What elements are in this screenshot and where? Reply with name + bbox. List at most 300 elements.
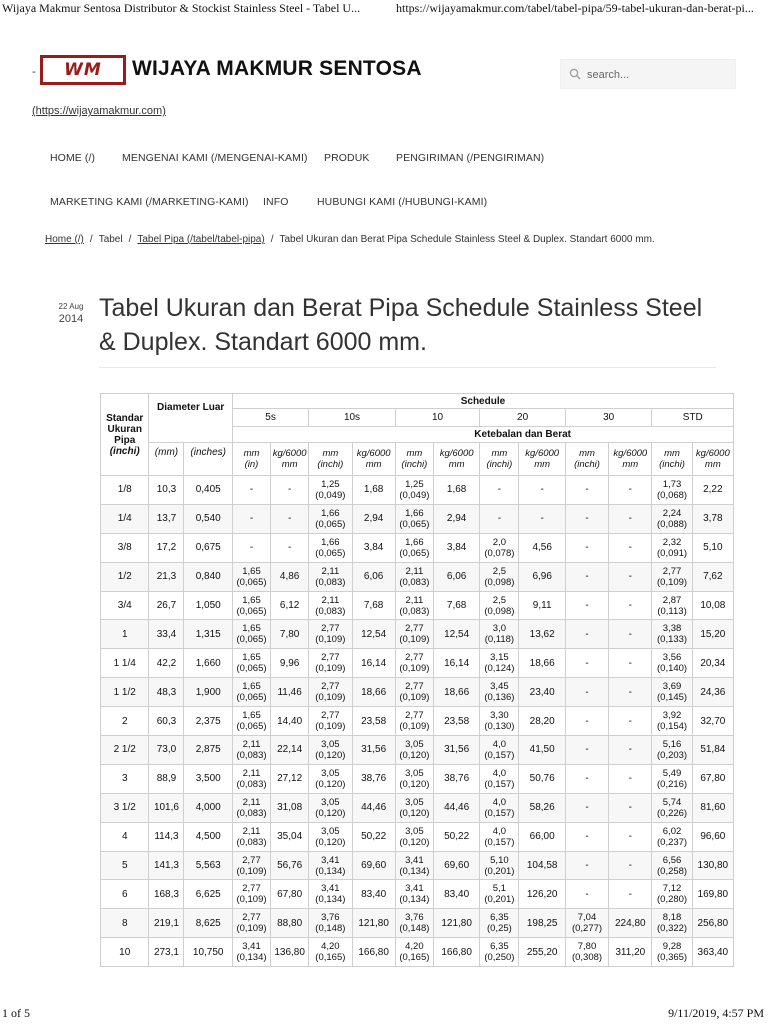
cell-value-mm: 5,74	[662, 796, 682, 808]
header-unit-thickness	[395, 443, 433, 476]
nav-item-marketing-kami[interactable]: MARKETING KAMI (/MARKETING-KAMI)	[50, 196, 249, 208]
cell-value-in: (0,065)	[315, 518, 346, 530]
table-cell	[652, 649, 692, 678]
table-cell	[395, 880, 433, 909]
header-unit-thickness	[565, 443, 608, 476]
table-cell: 31,56	[433, 736, 479, 765]
table-cell: 38,76	[433, 764, 479, 793]
table-cell: -	[565, 678, 608, 707]
table-cell: -	[565, 476, 608, 505]
cell-value-mm: 1,65	[242, 565, 261, 577]
table-cell: 2,94	[433, 504, 479, 533]
cell-value-in: (0,203)	[657, 749, 688, 761]
table-cell	[309, 678, 352, 707]
table-cell: 58,26	[519, 793, 565, 822]
table-cell	[652, 764, 692, 793]
cell-value-mm: 3,0	[492, 623, 506, 635]
table-cell: 2,375	[184, 707, 232, 736]
table-cell	[395, 562, 433, 591]
table-cell: -	[232, 504, 270, 533]
breadcrumb-tabel: Tabel	[98, 234, 123, 245]
table-cell	[309, 938, 352, 967]
breadcrumb-separator: /	[89, 234, 93, 245]
table-cell: 2 1/2	[101, 736, 149, 765]
table-cell: -	[565, 591, 608, 620]
unit-line: mm	[322, 448, 339, 459]
table-row	[101, 736, 734, 765]
cell-value-in: (0,140)	[657, 663, 688, 675]
table-cell: 104,58	[519, 851, 565, 880]
cell-value-in: (0,083)	[236, 749, 267, 761]
cell-value-mm: 1,73	[662, 478, 682, 490]
cell-value-in: (0,308)	[571, 952, 603, 964]
cell-value-mm: 2,11	[242, 767, 261, 779]
cell-value-mm: 2,77	[662, 565, 682, 577]
schedule-10s: 10s	[309, 409, 396, 427]
table-cell: -	[609, 880, 652, 909]
table-cell: 14,40	[271, 707, 309, 736]
table-cell: 0,675	[184, 533, 232, 562]
table-cell: 83,40	[433, 880, 479, 909]
cell-value-mm: 2,11	[242, 825, 261, 837]
cell-value-in: (0,280)	[657, 894, 688, 906]
table-cell: -	[480, 476, 519, 505]
table-cell	[652, 533, 692, 562]
cell-value-in: (0,134)	[315, 865, 346, 877]
unit-line: mm	[704, 459, 721, 470]
unit-line: (inchi)	[486, 459, 513, 470]
table-cell	[309, 880, 352, 909]
table-cell: 2,875	[184, 736, 232, 765]
table-cell: 5,563	[184, 851, 232, 880]
table-cell: 24,36	[692, 678, 733, 707]
logo-icon[interactable]	[40, 55, 126, 85]
cell-value-mm: 1,66	[405, 536, 424, 548]
table-cell: 2,22	[692, 476, 733, 505]
table-cell: 9,11	[519, 591, 565, 620]
cell-value-mm: 6,56	[662, 854, 682, 866]
cell-value-mm: 8,18	[662, 912, 682, 924]
breadcrumb	[45, 234, 655, 245]
table-cell: 255,20	[519, 938, 565, 967]
unit-line: mm	[365, 459, 382, 470]
search-box[interactable]	[560, 59, 736, 89]
cell-value-in: (0,216)	[657, 778, 688, 790]
cell-value-mm: 2,11	[405, 565, 424, 577]
table-row	[101, 938, 734, 967]
table-cell: 23,58	[433, 707, 479, 736]
table-cell: -	[609, 736, 652, 765]
table-cell	[480, 909, 519, 938]
table-cell	[395, 533, 433, 562]
cell-value-mm: 5,1	[492, 883, 506, 895]
cell-value-mm: 2,77	[321, 652, 340, 664]
cell-value-in: (0,098)	[484, 605, 515, 617]
header-unit-weight	[609, 443, 652, 476]
table-cell: 5,10	[692, 533, 733, 562]
cell-value-in: (0,120)	[315, 749, 346, 761]
table-cell	[480, 851, 519, 880]
table-cell	[309, 533, 352, 562]
table-cell: 18,66	[352, 678, 395, 707]
cell-value-mm: 9,28	[662, 941, 682, 953]
cell-value-in: (0,109)	[236, 923, 267, 935]
table-cell	[395, 938, 433, 967]
header-unit-weight	[433, 443, 479, 476]
table-cell: 50,22	[352, 822, 395, 851]
cell-value-mm: 3,76	[321, 912, 340, 924]
table-cell	[309, 504, 352, 533]
table-cell: -	[565, 822, 608, 851]
table-cell: 12,54	[352, 620, 395, 649]
cell-value-mm: 5,49	[662, 767, 682, 779]
table-cell: 3/8	[101, 533, 149, 562]
cell-value-mm: 1,65	[242, 623, 261, 635]
cell-value-in: (0,049)	[399, 489, 430, 501]
table-cell: 4,500	[184, 822, 232, 851]
cell-value-mm: 2,11	[242, 796, 261, 808]
table-cell	[232, 764, 270, 793]
table-cell	[480, 764, 519, 793]
table-cell: 1/4	[101, 504, 149, 533]
nav-item-mengenai-kami[interactable]: MENGENAI KAMI (/MENGENAI-KAMI)	[122, 152, 308, 164]
header-unit-weight	[692, 443, 733, 476]
table-cell	[232, 851, 270, 880]
table-cell: 6,12	[271, 591, 309, 620]
cell-value-mm: 3,45	[490, 681, 509, 693]
table-cell: 56,76	[271, 851, 309, 880]
header-standar-l3: Pipa	[114, 434, 136, 446]
table-cell: 1,315	[184, 620, 232, 649]
table-cell: 136,80	[271, 938, 309, 967]
unit-line: mm	[664, 448, 680, 459]
cell-value-mm: 2,77	[405, 652, 424, 664]
table-cell: -	[271, 476, 309, 505]
table-cell: 311,20	[609, 938, 652, 967]
table-cell: 7,68	[433, 591, 479, 620]
table-cell	[309, 591, 352, 620]
table-cell	[232, 822, 270, 851]
cell-value-in: (0,258)	[657, 865, 688, 877]
table-cell: 51,84	[692, 736, 733, 765]
table-cell	[395, 504, 433, 533]
cell-value-mm: 7,04	[577, 912, 597, 924]
table-cell: -	[609, 533, 652, 562]
table-cell: -	[609, 851, 652, 880]
cell-value-mm: 2,77	[405, 681, 424, 693]
table-cell	[652, 736, 692, 765]
cell-value-in: (0,065)	[236, 576, 267, 588]
cell-value-in: (0,118)	[484, 634, 515, 646]
article-title: Tabel Ukuran dan Berat Pipa Schedule Stainless Steel & Duplex. Standart 6000 mm.	[99, 294, 703, 356]
table-cell: 16,14	[352, 649, 395, 678]
table-cell: 0,840	[184, 562, 232, 591]
table-cell: 27,12	[271, 764, 309, 793]
table-row	[101, 562, 734, 591]
unit-line: mm	[281, 459, 298, 470]
table-cell: 6,96	[519, 562, 565, 591]
table-cell: -	[565, 764, 608, 793]
cell-value-mm: 3,41	[321, 854, 340, 866]
table-cell: 17,2	[149, 533, 184, 562]
table-row	[101, 822, 734, 851]
print-page-title: Wijaya Makmur Sentosa Distributor & Stockist Stainless Steel - Tabel U...	[2, 1, 361, 15]
table-cell	[652, 707, 692, 736]
cell-value-in: (0,120)	[399, 778, 430, 790]
table-cell	[309, 649, 352, 678]
unit-line: kg/6000	[525, 448, 560, 459]
table-cell: -	[609, 649, 652, 678]
cell-value-in: (0,157)	[484, 749, 515, 761]
table-row	[101, 591, 734, 620]
cell-value-in: (0,134)	[315, 894, 346, 906]
cell-value-in: (0,277)	[571, 923, 603, 935]
search-icon	[569, 68, 581, 80]
cell-value-in: (0,145)	[657, 692, 688, 704]
header-standar-unit: (inchi)	[109, 445, 140, 457]
table-cell: 4,86	[271, 562, 309, 591]
cell-value-mm: 2,87	[662, 594, 682, 606]
table-cell: 18,66	[519, 649, 565, 678]
cell-value-in: (0,136)	[484, 692, 515, 704]
nav-item-info[interactable]: INFO	[263, 196, 289, 208]
table-cell: 88,9	[149, 764, 184, 793]
logo-mark: WM	[64, 60, 102, 80]
cell-value-in: (0,237)	[657, 836, 688, 848]
cell-value-in: (0,322)	[657, 923, 688, 935]
table-cell	[652, 793, 692, 822]
table-cell	[652, 620, 692, 649]
cell-value-in: (0,065)	[236, 634, 267, 646]
table-cell: 9,96	[271, 649, 309, 678]
table-cell: 3,84	[352, 533, 395, 562]
table-cell: 273,1	[149, 938, 184, 967]
table-cell	[480, 880, 519, 909]
table-cell: -	[271, 533, 309, 562]
table-cell: -	[609, 504, 652, 533]
table-cell	[652, 822, 692, 851]
print-header	[0, 0, 768, 18]
table-cell: 38,76	[352, 764, 395, 793]
header-diameter: Diameter Luar	[149, 394, 232, 443]
search-input[interactable]	[585, 64, 729, 86]
table-cell: -	[609, 678, 652, 707]
table-cell	[395, 707, 433, 736]
cell-value-in: (0,250)	[484, 952, 515, 964]
table-cell: -	[232, 533, 270, 562]
table-cell: 48,3	[149, 678, 184, 707]
table-cell	[395, 909, 433, 938]
cell-value-in: (0,098)	[484, 576, 515, 588]
cell-value-in: (0,157)	[484, 807, 515, 819]
schedule-10: 10	[395, 409, 480, 427]
table-cell	[309, 707, 352, 736]
cell-value-in: (0,154)	[657, 721, 688, 733]
table-cell	[652, 591, 692, 620]
cell-value-mm: 2,0	[492, 536, 506, 548]
table-cell	[652, 938, 692, 967]
table-cell: 42,2	[149, 649, 184, 678]
cell-value-mm: 6,02	[662, 825, 682, 837]
unit-line: mm	[579, 448, 595, 459]
table-cell: 3,500	[184, 764, 232, 793]
table-cell: -	[232, 476, 270, 505]
cell-value-in: (0,165)	[399, 952, 430, 964]
table-row	[101, 707, 734, 736]
table-cell: 73,0	[149, 736, 184, 765]
table-cell	[232, 909, 270, 938]
table-cell: 31,56	[352, 736, 395, 765]
breadcrumb-tabel-pipa[interactable]: Tabel Pipa (/tabel/tabel-pipa)	[137, 234, 265, 245]
cell-value-mm: 2,32	[662, 536, 682, 548]
table-cell: 69,60	[352, 851, 395, 880]
unit-line: kg/6000	[613, 448, 648, 459]
cell-value-in: (0,083)	[399, 576, 430, 588]
cell-value-mm: 2,77	[321, 681, 340, 693]
unit-line: kg/6000	[439, 448, 474, 459]
cell-value-mm: 3,41	[321, 883, 340, 895]
header-standar-l2: Ukuran	[107, 423, 142, 435]
header-unit-weight	[271, 443, 309, 476]
cell-value-in: (0,078)	[484, 547, 515, 559]
header-unit-thickness	[480, 443, 519, 476]
cell-value-mm: 3,05	[405, 767, 424, 779]
cell-value-in: (0,065)	[399, 547, 430, 559]
table-cell: 10,750	[184, 938, 232, 967]
table-cell: -	[609, 620, 652, 649]
table-cell: 3 1/2	[101, 793, 149, 822]
cell-value-mm: 3,30	[490, 710, 509, 722]
print-page-number: 1 of 5	[2, 1006, 30, 1020]
table-cell	[652, 562, 692, 591]
table-cell: -	[565, 562, 608, 591]
cell-value-in: (0,109)	[315, 721, 346, 733]
cell-value-in: (0,109)	[315, 663, 346, 675]
cell-value-in: (0,133)	[657, 634, 688, 646]
table-row	[101, 649, 734, 678]
cell-value-in: (0,109)	[399, 663, 430, 675]
table-cell	[395, 649, 433, 678]
cell-value-mm: 2,11	[242, 738, 261, 750]
table-cell: 81,60	[692, 793, 733, 822]
cell-value-in: (0,065)	[399, 518, 430, 530]
schedule-20: 20	[480, 409, 566, 427]
unit-line: mm	[448, 459, 465, 470]
table-cell: 1	[101, 620, 149, 649]
table-cell: 166,80	[433, 938, 479, 967]
table-cell	[232, 591, 270, 620]
breadcrumb-home[interactable]: Home (/)	[45, 234, 84, 245]
header-unit-weight	[352, 443, 395, 476]
table-cell: 8	[101, 909, 149, 938]
table-row	[101, 620, 734, 649]
cell-value-in: (0,157)	[484, 836, 515, 848]
table-cell: 41,50	[519, 736, 565, 765]
cell-value-mm: 3,05	[321, 825, 340, 837]
table-cell: -	[609, 562, 652, 591]
header-unit-inches: (inches)	[184, 443, 232, 476]
pipe-schedule-table	[100, 393, 734, 967]
table-cell: 4	[101, 822, 149, 851]
cell-value-mm: 1,25	[321, 478, 340, 490]
cell-value-in: (0,113)	[657, 605, 687, 617]
nav-item-pengiriman[interactable]: PENGIRIMAN (/PENGIRIMAN)	[396, 152, 545, 164]
site-url-link[interactable]: (https://wijayamakmur.com)	[32, 105, 166, 117]
table-cell: 18,66	[433, 678, 479, 707]
brand-name[interactable]: WIJAYA MAKMUR SENTOSA	[132, 57, 422, 80]
nav-item-hubungi-kami[interactable]: HUBUNGI KAMI (/HUBUNGI-KAMI)	[317, 196, 488, 208]
table-cell: 1 1/2	[101, 678, 149, 707]
table-cell	[652, 504, 692, 533]
table-cell	[232, 649, 270, 678]
table-cell	[652, 851, 692, 880]
table-cell: 88,80	[271, 909, 309, 938]
post-date-day-month: 22 Aug	[58, 302, 84, 311]
table-cell	[480, 533, 519, 562]
nav-item-home[interactable]: HOME (/)	[50, 152, 96, 164]
header-schedule: Schedule	[232, 394, 733, 409]
cell-value-in: (0,165)	[315, 952, 346, 964]
cell-value-mm: 2,24	[662, 507, 682, 519]
cell-value-in: (0,109)	[315, 692, 346, 704]
table-cell: 31,08	[271, 793, 309, 822]
cell-value-in: (0,049)	[315, 489, 346, 501]
nav-item-produk[interactable]: PRODUK	[324, 152, 370, 164]
cell-value-mm: 2,77	[242, 883, 261, 895]
table-cell: -	[609, 591, 652, 620]
header-unit-thickness	[232, 443, 270, 476]
cell-value-mm: 1,65	[242, 681, 261, 693]
cell-value-in: (0,109)	[399, 692, 430, 704]
table-cell	[232, 736, 270, 765]
cell-value-in: (0,124)	[484, 663, 515, 675]
post-date-year: 2014	[58, 313, 84, 325]
table-cell: 50,22	[433, 822, 479, 851]
table-cell: -	[565, 880, 608, 909]
table-cell: 16,14	[433, 649, 479, 678]
table-cell	[565, 938, 608, 967]
table-cell: 4,56	[519, 533, 565, 562]
schedule-5s: 5s	[232, 409, 308, 427]
cell-value-in: (0,201)	[484, 894, 515, 906]
cell-value-mm: 2,5	[492, 594, 506, 606]
table-cell: 1,68	[352, 476, 395, 505]
cell-value-in: (0,365)	[657, 952, 688, 964]
table-cell: 12,54	[433, 620, 479, 649]
unit-line: (inchi)	[574, 459, 600, 470]
cell-value-mm: 2,11	[405, 594, 424, 606]
table-row	[101, 909, 734, 938]
table-cell: 66,00	[519, 822, 565, 851]
table-cell: 21,3	[149, 562, 184, 591]
table-cell: 256,80	[692, 909, 733, 938]
table-cell: 13,62	[519, 620, 565, 649]
table-cell	[565, 909, 608, 938]
cell-value-mm: 3,76	[405, 912, 424, 924]
cell-value-mm: 4,0	[492, 738, 506, 750]
table-row	[101, 504, 734, 533]
cell-value-in: (0,065)	[236, 692, 267, 704]
table-cell	[309, 620, 352, 649]
table-cell: 1,68	[433, 476, 479, 505]
cell-value-mm: 4,0	[492, 796, 506, 808]
cell-value-mm: 2,77	[321, 710, 340, 722]
cell-value-mm: 1,65	[242, 652, 261, 664]
cell-value-in: (0,065)	[236, 605, 267, 617]
unit-line: (in)	[244, 459, 259, 470]
unit-line: kg/6000	[695, 448, 730, 459]
cell-value-mm: 2,77	[405, 710, 424, 722]
